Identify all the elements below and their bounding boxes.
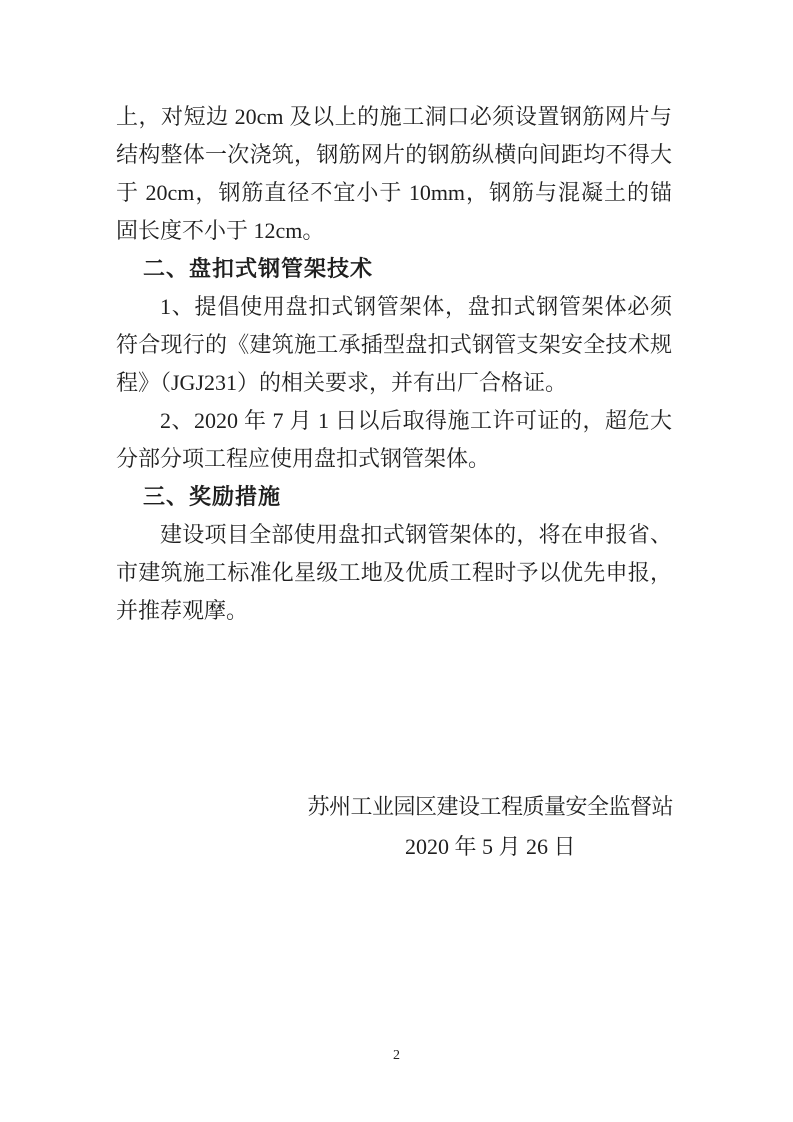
signature-organization: 苏州工业园区建设工程质量安全监督站 [307,794,673,819]
page-footer [0,1046,793,1066]
page-number: 2 [393,1048,400,1063]
paragraph-reward: 建设项目全部使用盘扣式钢管架体的，将在申报省、市建筑施工标准化星级工地及优质工程时予以优先申报，并推荐观摩。 [116,522,672,623]
section-heading-2: 二、盘扣式钢管架技术 [143,256,374,281]
signature-date: 2020 年 5 月 26 日 [404,834,576,859]
signature-inner [307,787,673,867]
signature-block [307,787,673,867]
paragraph-continuation: 上，对短边 20cm 及以上的施工洞口必须设置钢筋网片与结构整体一次浇筑，钢筋网片的钢筋纵横向间距均不得大于 20cm，钢筋直径不宜小于 10mm，钢筋与混凝土的锚固长度不小于 12cm。 [116,104,672,243]
paragraph-item-2: 2、2020 年 7 月 1 日以后取得施工许可证的，超危大分部分项工程应使用盘扣式钢管架体。 [116,408,672,471]
document-body [116,98,672,630]
paragraph-item-1: 1、提倡使用盘扣式钢管架体，盘扣式钢管架体必须符合现行的《建筑施工承插型盘扣式钢管支架安全技术规程》（JGJ231）的相关要求，并有出厂合格证。 [116,294,672,395]
section-heading-3: 三、奖励措施 [143,484,282,509]
